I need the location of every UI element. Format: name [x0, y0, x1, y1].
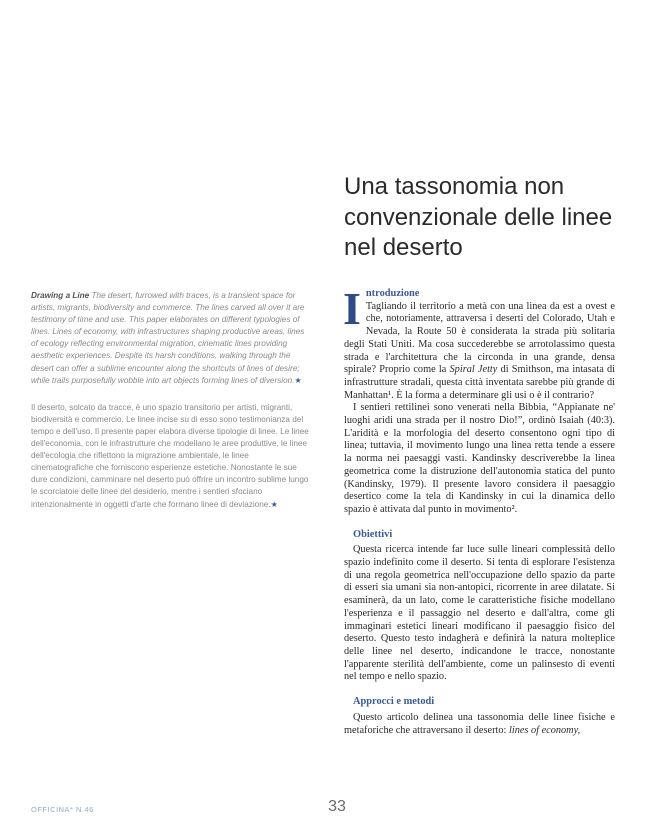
page-number: 33: [328, 798, 346, 815]
abstract-lead: Drawing a Line: [31, 291, 90, 300]
paragraph: I sentieri rettilinei sono venerati nella Bibbia, “Appianate ne' luoghi aridi una strada per il nostro Dio!”, ordinò Isaiah (40:3). L'aridità e la morfologia del deserto consentono ogni tipo di linea; tuttavia, il movimento lungo una linea retta tende a essere la norma nei paesaggi vasti. Kandinsky descriverebbe la linea geometrica come la distruzione dell'autonomia statica del punto (Kandinsky, 1979). Il presente lavoro considera il paesaggio desertico come la tela di Kandinsky in cui la dinamica dello spazio è attivata dal punto in movimento².: [344, 402, 615, 515]
section-heading-introduction: ntroduzione: [365, 288, 420, 299]
abstract-italian-text: Il deserto, solcato da tracce, è uno spazio transitorio per artisti, migranti, biodiversità e commercio. Le linee incise su di esso sono testimonianza del tempo e dell'uso. Il presente paper elabora diverse tipologie di linee. Le linee dell'economia, con le infrastrutture che modellano le aree produttive, le linee dell'ecologia che riflettono la migrazione ambientale, le linee cinematografiche che forniscono esperienze estetiche. Nonostante le sue dure condizioni, camminare nel deserto può offrire un incontro sublime lungo le scorciatoie delle linee del desiderio, mentre i sentieri sfociano intenzionalmente in oggetti d'arte che formano linee di deviazione.: [31, 402, 309, 509]
paragraph: Questa ricerca intende far luce sulle lineari complessità dello spazio indefinito come il deserto. Si tenta di esplorare l'esistenza di una regola geometrica nell'occupazione dello spazio da parte di esseri sia umani sia non-antopici, ricorrente in aree dilatate. Si esaminerà, da un lato, come le caratteristiche fisiche modellano l'esperienza e il passaggio nel deserto e dall'altra, come gli immaginari estetici lineari modificano il paesaggio fisico del deserto. Questo testo indagherà e definirà la natura molteplice delle linee nel deserto, indicandone le tracce, nonostante l'apparente sterilità dell'ambiente, come un palinsesto di eventi nel tempo e nello spazio.: [344, 544, 615, 683]
paragraph: Tagliando il territorio a metà con una linea da est a ovest e che, notoriamente, attraversa i deserti del Colorado, Utah e Nevada, la Route 50 è considerata la strada più solitaria degli Stati Uniti. Ma cosa succederebbe se arrotolassimo questa strada e l'architettura che la circonda in una grande, densa spirale? Proprio come la Spiral Jetty di Smithson, ma intasata di infrastrutture stradali, questa città inventata sarebbe più grande di Manhattan¹. È la forma a determinare gli usi o è il contrario?: [344, 300, 615, 401]
abstract-italian: [31, 402, 312, 511]
abstract-column: [31, 290, 312, 511]
section-heading-objectives: Obiettivi: [353, 528, 393, 540]
section-heading-methods: Approcci e metodi: [353, 696, 435, 708]
star-icon: ★: [270, 499, 278, 509]
section-introduction: [343, 283, 615, 517]
journal-footer: OFFICINA* N.46: [31, 805, 94, 814]
abstract-english: [31, 290, 312, 387]
dropcap: I: [343, 283, 361, 334]
star-icon: ★: [294, 375, 302, 385]
paragraph: Questo articolo delinea una tassonomia delle linee fisiche e metaforiche che attraversano il deserto: lines of economy,: [344, 711, 615, 736]
body-column: [343, 283, 615, 737]
article-title: Una tassonomia non convenzionale delle linee nel deserto: [344, 173, 613, 261]
abstract-english-text: The desert, furrowed with traces, is a transient space for artists, migrants, biodiversity and commerce. The lines carved all over it are testimony of time and use. This paper elaborates on different typologies of lines. Lines of economy, with infrastructures shaping productive areas, lines of ecology reflecting environmental migration, cinematic lines providing aesthetic experiences. Despite its harsh conditions, walking through the desert can offer a sublime encounter along the shortcuts of lines of desire; while trails purposefully wobble into art objects forming lines of diversion.: [31, 291, 305, 385]
